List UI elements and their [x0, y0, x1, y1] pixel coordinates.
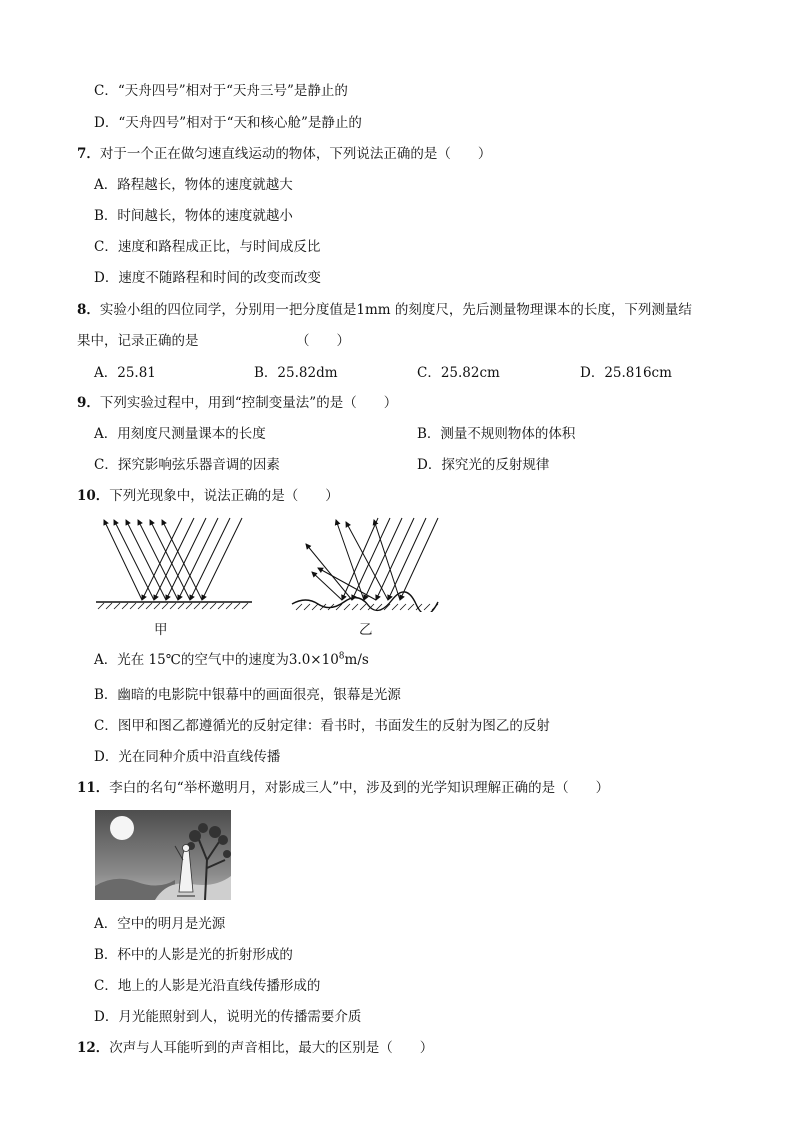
q8-stem-line1: [77, 300, 692, 320]
q9-stem: 下列实验过程中，用到“控制变量法”的是（ ）: [99, 395, 398, 411]
q8-stem-line2: 果中，记录正确的是: [77, 333, 199, 349]
specular-reflection-figure: [92, 512, 257, 612]
q6-option-c: C．“天舟四号”相对于“天舟三号”是静止的: [94, 83, 348, 99]
q9-stem-line: [77, 393, 397, 413]
q6-option-d: D．“天舟四号”相对于“天和核心舱”是静止的: [94, 115, 362, 131]
q8-option-a: A．25.81: [94, 365, 156, 381]
q8-answer-bracket: （ ）: [296, 333, 350, 349]
diffuse-reflection-figure: [288, 512, 443, 612]
q12-number: 12．: [77, 1040, 110, 1056]
q9-option-d: D．探究光的反射规律: [417, 457, 550, 473]
q9-option-a: A．用刻度尺测量课本的长度: [94, 426, 266, 442]
q7-option-a: A．路程越长，物体的速度就越大: [94, 177, 293, 193]
q8-option-b: B．25.82dm: [254, 365, 338, 381]
q9-option-b: B．测量不规则物体的体积: [417, 426, 576, 442]
q7-stem: 对于一个正在做匀速直线运动的物体，下列说法正确的是（ ）: [99, 146, 492, 162]
q9-number: 9．: [77, 395, 100, 411]
q8-stem-1: 实验小组的四位同学，分别用一把分度值是1mm 的刻度尺，先后测量物理课本的长度，下列测量结: [99, 302, 692, 318]
speed-exponent: 8: [338, 651, 345, 662]
q7-option-c: C．速度和路程成正比，与时间成反比: [94, 239, 321, 255]
q10-number: 10．: [77, 488, 110, 504]
q11-option-a: A．空中的明月是光源: [94, 916, 226, 932]
q7-stem-line: [77, 144, 491, 164]
q10-option-a: [94, 650, 369, 670]
q10-option-d: D．光在同种介质中沿直线传播: [94, 749, 281, 765]
q10-option-a-text: A．光在 15℃的空气中的速度为: [94, 652, 289, 668]
q11-stem-line: [77, 778, 609, 798]
q7-option-b: B．时间越长，物体的速度就越小: [94, 208, 293, 224]
q8-number: 8．: [77, 302, 100, 318]
figure-label-yi: 乙: [359, 622, 373, 638]
q11-number: 11．: [77, 780, 110, 796]
q8-option-d: D．25.816cm: [580, 365, 672, 381]
q9-option-c: C．探究影响弦乐器音调的因素: [94, 457, 280, 473]
q11-option-d: D．月光能照射到人，说明光的传播需要介质: [94, 1009, 362, 1025]
q11-stem: 李白的名句“举杯邀明月，对影成三人”中，涉及到的光学知识理解正确的是（ ）: [109, 780, 610, 796]
q12-stem-line: [77, 1038, 433, 1058]
q10-stem-line: [77, 486, 339, 506]
q7-option-d: D．速度不随路程和时间的改变而改变: [94, 270, 321, 286]
q11-option-c: C．地上的人影是光沿直线传播形成的: [94, 978, 321, 994]
q10-stem: 下列光现象中，说法正确的是（ ）: [109, 488, 339, 504]
speed-unit: m/s: [344, 652, 369, 668]
speed-value: 3.0×10: [288, 652, 339, 668]
q7-number: 7．: [77, 146, 100, 162]
figure-label-jia: 甲: [154, 622, 168, 638]
moon-poet-illustration: [95, 810, 231, 900]
q8-option-c: C．25.82cm: [417, 365, 500, 381]
q10-option-b: B．幽暗的电影院中银幕中的画面很亮，银幕是光源: [94, 687, 401, 703]
q10-option-c: C．图甲和图乙都遵循光的反射定律：看书时，书面发生的反射为图乙的反射: [94, 718, 550, 734]
q12-stem: 次声与人耳能听到的声音相比，最大的区别是（ ）: [109, 1040, 434, 1056]
q11-option-b: B．杯中的人影是光的折射形成的: [94, 947, 293, 963]
